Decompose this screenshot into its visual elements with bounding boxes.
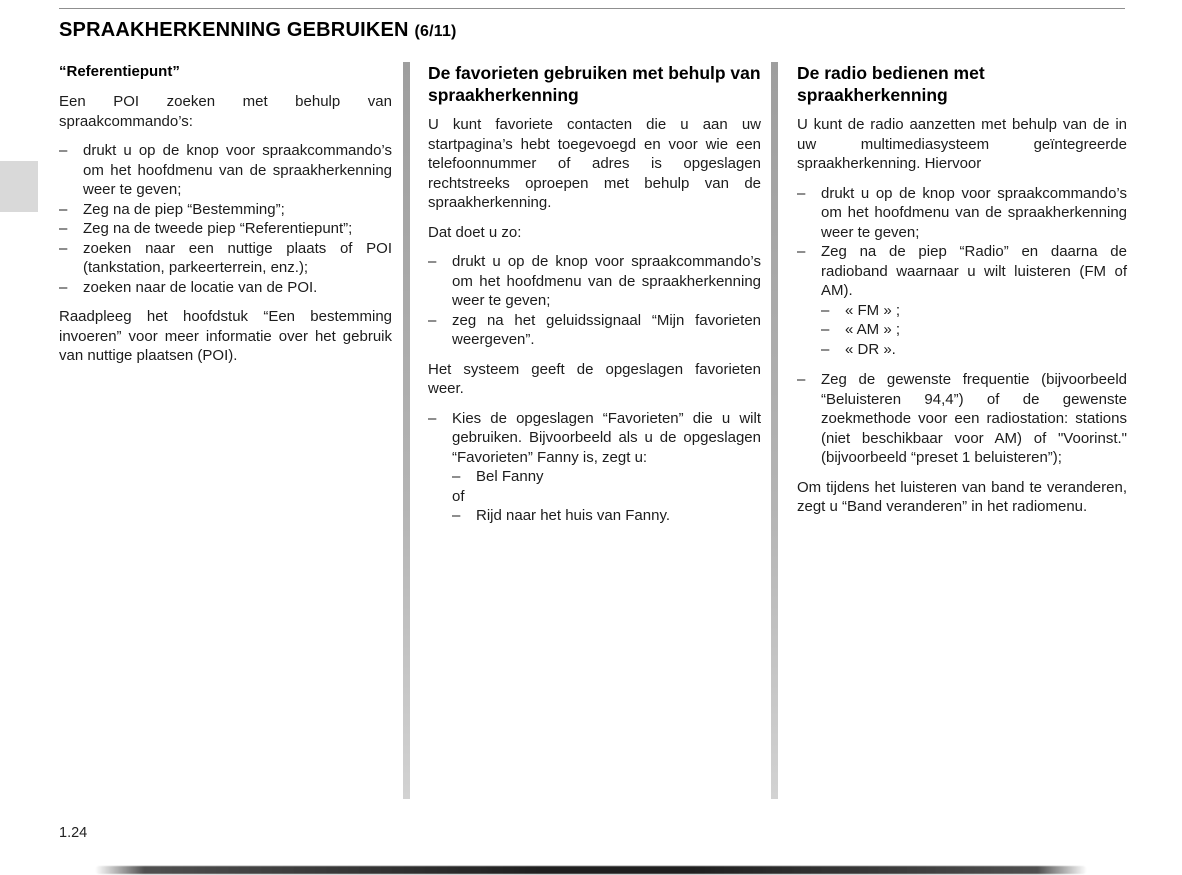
sublist-item [821,320,1127,340]
list-item [797,370,1127,468]
sublist-item-text: « AM » ; [845,321,901,338]
section-heading: De favorieten gebruiken met behulp van spraakherkenning [428,63,761,105]
list-item-text: drukt u op de knop voor spraakcommando’s om het hoofdmenu van de spraakherkenning weer te geven; [83,142,392,198]
list-item-text: Zeg de gewenste frequentie (bijvoorbeeld “Beluisteren 94,4”) of de gewenste zoekmethode voor een radiostation: stations (niet beschikbaar voor AM) of "Voorinst." (bijvoorbeeld “preset 1 beluisteren”); [821,371,1127,466]
list-item-text: zoeken naar de locatie van de POI. [83,278,318,296]
sublist-item [452,506,761,526]
sublist-item-text: « DR ». [845,340,896,358]
dash-marker: – [452,468,461,485]
dash-marker: – [59,220,68,237]
list-item-text: drukt u op de knop voor spraakcommando’s om het hoofdmenu van de spraakherkenning weer te geven; [821,184,1127,241]
page-edge-shadow [95,866,1087,874]
list [428,409,761,526]
column-favorieten [428,62,761,536]
list-item [797,184,1127,243]
list-item [59,219,392,239]
page-number: 1.24 [59,825,88,841]
sublist-item [821,340,1127,360]
sublist-item [821,301,1127,321]
paragraph: Dat doet u zo: [428,223,522,241]
paragraph: Een POI zoeken met behulp van spraakcommando’s: [59,93,392,130]
paragraph: Raadpleeg het hoofdstuk “Een bestemming invoeren” voor meer informatie over het gebruik van nuttige plaatsen (POI). [59,308,392,364]
list-item-text: Kies de opgeslagen “Favorieten” die u wilt gebruiken. Bijvoorbeeld als u de opgeslagen “Favorieten” Fanny is, zegt u: [452,409,761,466]
section-heading: “Referentiepunt” [59,63,180,80]
dash-marker: – [428,253,437,270]
dash-marker: – [59,278,68,296]
dash-marker: – [797,243,806,260]
dash-marker: – [821,321,830,338]
list-item [59,141,392,200]
paragraph: Om tijdens het luisteren van band te veranderen, zegt u “Band veranderen” in het radiomenu. [797,478,1127,515]
page-title-main: SPRAAKHERKENNING GEBRUIKEN [59,19,409,41]
paragraph: U kunt favoriete contacten die u aan uw startpagina’s hebt toegevoegd en voor wie een telefoonnummer of adres is opgeslagen rechtstreeks oproepen met behulp van de spraakherkenning. [428,116,761,211]
list-item [428,252,761,311]
dash-marker: – [428,409,437,427]
list-item-text: Zeg na de piep “Bestemming”; [83,200,285,218]
column-referentiepunt [59,62,392,376]
list-item-text: zeg na het geluidssignaal “Mijn favorieten weergeven”. [452,311,761,348]
list-item-text: drukt u op de knop voor spraakcommando’s om het hoofdmenu van de spraakherkenning weer te geven; [452,253,761,309]
sublist-item-text: Bel Fanny [476,468,544,485]
side-tab [0,161,38,212]
list [797,184,1127,468]
list-item [797,242,1127,359]
dash-marker: – [821,301,830,319]
list-item-text: Zeg na de piep “Radio” en daarna de radioband waarnaar u wilt luisteren (FM of AM). [821,243,1127,299]
dash-marker: – [821,340,830,358]
list-item [428,311,761,350]
top-rule [59,8,1125,9]
column-divider [403,62,410,799]
sublist-item [452,467,761,487]
page-title [59,19,457,42]
page-title-suffix: (6/11) [414,23,457,40]
sublist-connector: of [452,487,465,505]
list-item [59,278,392,298]
dash-marker: – [59,200,68,218]
sublist [821,301,1127,360]
list-item-text: Zeg na de tweede piep “Referentiepunt”; [83,220,353,237]
list [59,141,392,297]
section-heading: De radio bedienen met spraakherkenning [797,63,985,105]
paragraph: U kunt de radio aanzetten met behulp van de in uw multimediasysteem geïntegreerde spraakherkenning. Hiervoor [797,116,1127,172]
paragraph: Het systeem geeft de opgeslagen favorieten weer. [428,360,761,397]
column-divider [771,62,778,799]
dash-marker: – [797,184,806,202]
column-radio [797,62,1127,527]
list-item [428,409,761,526]
sublist-item-text: Rijd naar het huis van Fanny. [476,507,670,524]
list-item [59,239,392,278]
dash-marker: – [797,371,806,388]
dash-marker: – [59,239,68,257]
sublist-item-text: « FM » ; [845,301,901,319]
list-item [59,200,392,220]
dash-marker: – [452,507,461,524]
dash-marker: – [59,142,68,159]
dash-marker: – [428,311,437,329]
list [428,252,761,350]
list-item-text: zoeken naar een nuttige plaats of POI (tankstation, parkeerterrein, enz.); [83,239,392,276]
sublist [452,467,761,526]
